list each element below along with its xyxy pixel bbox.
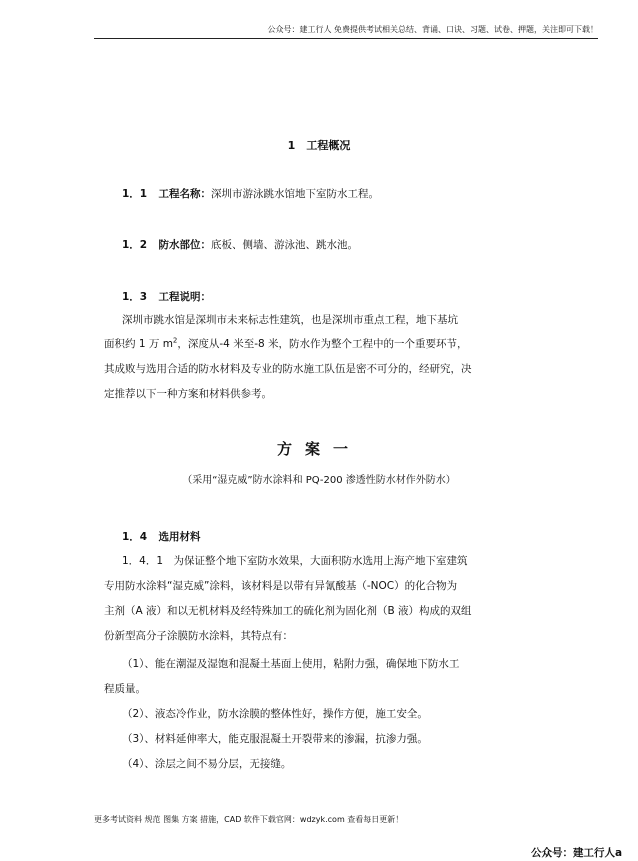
scheme-title: 方案一 — [276, 440, 361, 458]
feature-1-line-1: （1）、能在潮湿及湿饱和混凝土基面上使用，粘附力强，确保地下防水工 — [122, 658, 460, 670]
corner-watermark: 公众号：建工行人a — [531, 847, 623, 859]
project-name-line — [122, 186, 379, 201]
scheme-subtitle: （采用“湿克威”防水涂料和 PQ-200 渗透性防水材作外防水） — [182, 475, 456, 486]
materials-heading — [122, 529, 200, 544]
description-depth: ，深度从-4 米至-8 米，防水作为整个工程中的一个重要环节， — [177, 338, 468, 350]
description-line-3: 其成败与选用合适的防水材料及专业的防水施工队伍是密不可分的，经研究，决 — [104, 363, 472, 375]
page-footer: 更多考试资料 规范 图集 方案 措施，CAD 软件下载官网：wdzyk.com 查看每日更新！ — [94, 815, 404, 824]
item-label: 工程说明： — [158, 291, 211, 303]
header-rule — [94, 38, 598, 39]
materials-paragraph-line-4: 份新型高分子涂膜防水涂料，其特点有： — [104, 630, 293, 642]
feature-1-line-2: 程质量。 — [104, 683, 146, 695]
description-area: 面积约 1 万 m — [104, 338, 173, 350]
item-label: 选用材料 — [158, 531, 201, 543]
materials-paragraph-line-2: 专用防水涂料“湿克威”涂料，该材料是以带有异氰酸基（-NOC）的化合物为 — [104, 580, 458, 592]
feature-2: （2）、液态冷作业，防水涂膜的整体性好，操作方便，施工安全。 — [122, 708, 428, 720]
section-title: 1 工程概况 — [287, 139, 351, 152]
description-line-4: 定推荐以下一种方案和材料供参考。 — [104, 388, 272, 400]
item-number: 1．3 — [122, 291, 148, 303]
item-number: 1．4 — [122, 531, 148, 543]
description-line-2 — [104, 336, 468, 351]
item-number: 1．1 — [122, 188, 148, 200]
item-value: 深圳市游泳跳水馆地下室防水工程。 — [210, 188, 379, 200]
feature-4: （4）、涂层之间不易分层，无接缝。 — [122, 758, 292, 770]
superscript: 2 — [172, 336, 178, 345]
waterproof-location-line — [122, 237, 358, 252]
materials-paragraph-line-1: 1．4．1 为保证整个地下室防水效果，大面积防水选用上海产地下室建筑 — [122, 555, 468, 567]
page-header: 公众号：建工行人 免费提供考试相关总结、背诵、口诀、习题、试卷、押题，关注即可下载！ — [267, 25, 598, 34]
materials-paragraph-line-3: 主剂（A 液）和以无机材料及经特殊加工的硫化剂为固化剂（B 液）构成的双组 — [104, 605, 472, 617]
feature-3: （3）、材料延伸率大，能克服混凝土开裂带来的渗漏，抗渗力强。 — [122, 733, 428, 745]
item-value: 底板、侧墙、游泳池、跳水池。 — [210, 239, 358, 251]
description-line-1: 深圳市跳水馆是深圳市未来标志性建筑，也是深圳市重点工程，地下基坑 — [122, 314, 458, 326]
item-label: 防水部位： — [158, 239, 211, 251]
item-label: 工程名称： — [158, 188, 211, 200]
item-number: 1．2 — [122, 239, 148, 251]
project-description-heading — [122, 289, 211, 304]
